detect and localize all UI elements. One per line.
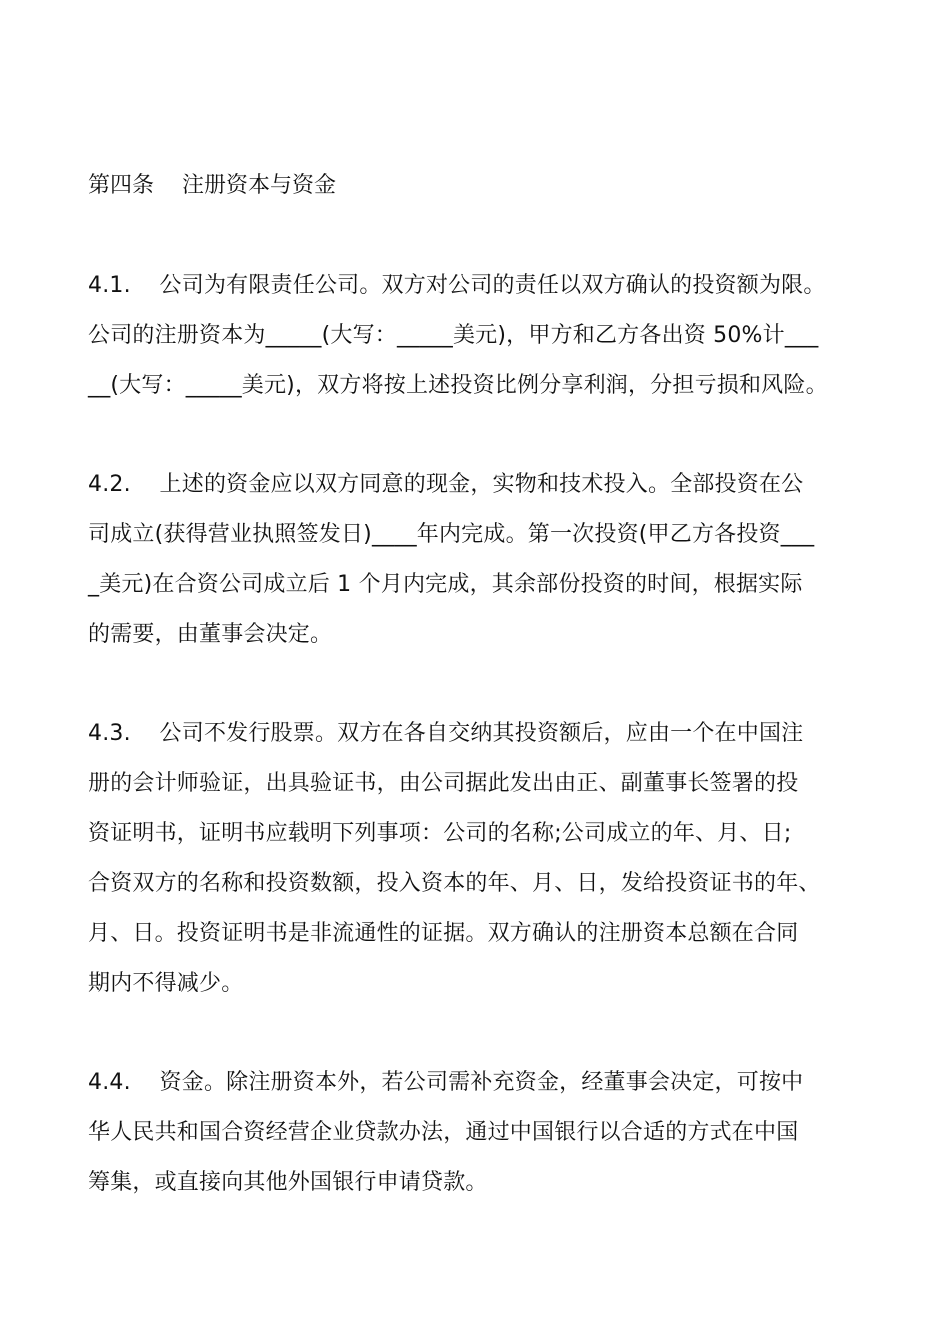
- clause-line: 4.2. 上述的资金应以双方同意的现金，实物和技术投入。全部投资在公: [88, 472, 804, 497]
- article-heading: 第四条 注册资本与资金: [88, 173, 336, 198]
- clause-line: 司成立(获得营业执照签发日)____年内完成。第一次投资(甲乙方各投资___: [88, 522, 815, 547]
- clause-line: 月、日。投资证明书是非流通性的证据。双方确认的注册资本总额在合同: [88, 921, 799, 946]
- clause-line: 期内不得减少。: [88, 971, 244, 996]
- clause-line: 4.1. 公司为有限责任公司。双方对公司的责任以双方确认的投资额为限。: [88, 273, 826, 298]
- clause-line: 册的会计师验证，出具验证书，由公司据此发出由正、副董事长签署的投: [88, 771, 799, 796]
- clause-line: _美元)在合资公司成立后 1 个月内完成，其余部份投资的时间，根据实际: [88, 572, 803, 597]
- clause-line: 公司的注册资本为_____(大写：_____美元)，甲方和乙方各出资 50%计___: [88, 323, 819, 348]
- clause-line: 合资双方的名称和投资数额，投入资本的年、月、日，发给投资证书的年、: [88, 871, 821, 896]
- clause-line: 4.3. 公司不发行股票。双方在各自交纳其投资额后，应由一个在中国注: [88, 721, 804, 746]
- clause-line: 华人民共和国合资经营企业贷款办法，通过中国银行以合适的方式在中国: [88, 1120, 799, 1145]
- clause-line: 资证明书，证明书应载明下列事项：公司的名称;公司成立的年、月、日;: [88, 821, 792, 846]
- clause-line: 筹集，或直接向其他外国银行申请贷款。: [88, 1170, 488, 1195]
- clause-line: __(大写：_____美元)，双方将按上述投资比例分享利润，分担亏损和风险。: [88, 373, 828, 398]
- clause-line: 4.4. 资金。除注册资本外，若公司需补充资金，经董事会决定，可按中: [88, 1070, 804, 1095]
- clause-line: 的需要，由董事会决定。: [88, 622, 333, 647]
